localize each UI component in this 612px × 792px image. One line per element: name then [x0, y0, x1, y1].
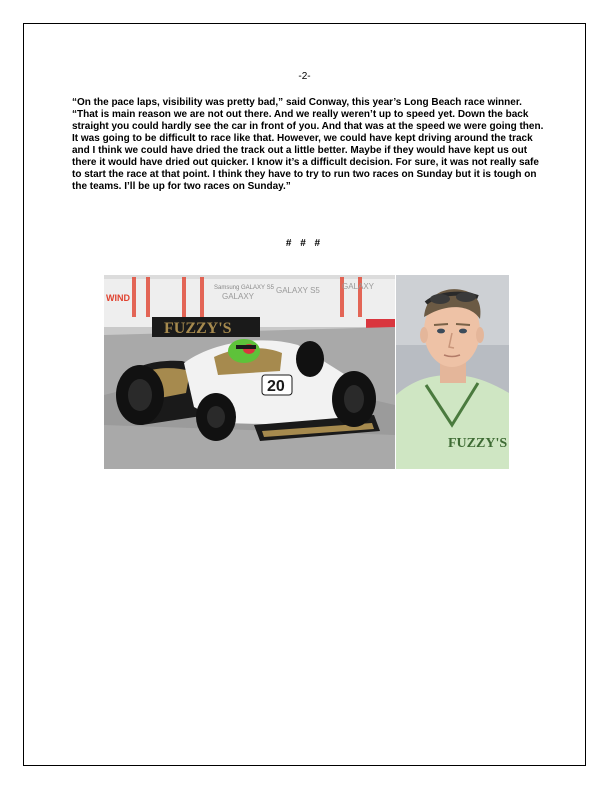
- shirt-sponsor-text: FUZZY'S: [448, 436, 508, 451]
- banner-text: GALAXY: [342, 282, 375, 291]
- banner-text: GALAXY S5: [276, 286, 320, 295]
- banner-text: Samsung GALAXY S5: [214, 285, 274, 291]
- photo-row: [104, 275, 509, 469]
- race-car-photo: [104, 275, 395, 469]
- banner-text: WIND: [106, 293, 130, 303]
- driver-portrait-photo: [396, 275, 509, 469]
- end-mark: # # #: [285, 238, 324, 249]
- car-number: 20: [267, 378, 285, 395]
- quote-paragraph: “On the pace laps, visibility was pretty bad,” said Conway, this year’s Long Beach race winner. “That is main reason we are not out there. And we really weren’t up to speed yet. Down the back straight you could hardly see the car in front of you. And that was at the speed we were going then. It was going to be difficult to race like that. However, we could have kept driving around the track and I think we could have dried the track out a little better. Maybe if they would have kept us out there it would have dried out quicker. I know it’s a difficult decision. For sure, it was not really safe to start the race at that point. I think they have to try to run two races on Sunday but it is tough on the teams. I’ll be up for two races on Sunday.”: [72, 97, 544, 192]
- document-page: [23, 23, 586, 766]
- car-sponsor-text: FUZZY'S: [164, 320, 232, 337]
- banner-text: GALAXY: [222, 292, 255, 301]
- page-number: -2-: [298, 71, 311, 82]
